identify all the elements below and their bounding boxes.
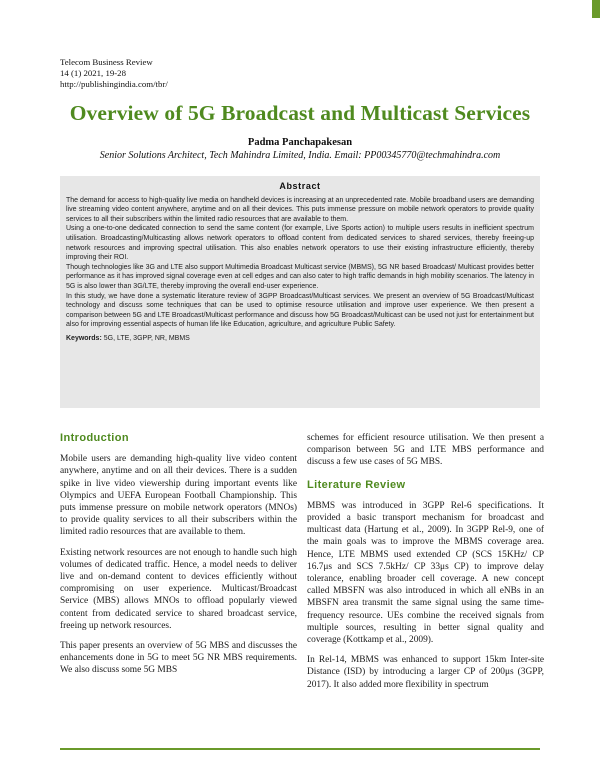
intro-continuation: schemes for efficient resource utilisation. We then present a comparison between 5G and LTE MBS performance and discuss a few use cases of 5G MBS. — [307, 433, 544, 468]
journal-info — [60, 57, 168, 90]
lit-paragraph: In Rel-14, MBMS was enhanced to support 15km Inter-site Distance (ISD) by introducing a larger CP of 200μs (3GPP, 2017). It also added more flexibility in spectrum — [307, 655, 544, 690]
author-affiliation: Senior Solutions Architect, Tech Mahindra Limited, India. Email: PP00345770@techmahindra.com — [99, 150, 501, 161]
literature-review-heading: Literature Review — [307, 478, 406, 491]
bottom-rule — [60, 748, 540, 750]
journal-url[interactable]: http://publishingindia.com/tbr/ — [60, 79, 168, 89]
abstract-heading: Abstract — [279, 181, 321, 191]
keywords-line — [66, 334, 534, 344]
abstract-paragraph: The demand for access to high-quality live media on handheld devices is increasing at an unprecedented rate. Mobile broadband users are demanding live streaming video content anywhere, anytime and on all their devices. This puts immense pressure on mobile network operators to provide quality services to all their subscribers within the limited radio resources that are available to them. — [66, 196, 534, 223]
lit-paragraph: MBMS was introduced in 3GPP Rel-6 specifications. It provided a basic transport mechanism for broadcast and multicast data (Hartung et al., 2009). In 3GPP Rel-9, one of the main goals was to improve the MBMS coverage area. Hence, LTE MBMS used extended CP (SCS 15KHz/ CP 16.7μs and SCS 7.5kHz/ CP 33μs CP) to improve delay tolerance, enabling broader cell coverage. A new concept called MBSFN was also introduced in which all eNBs in an MBSFN area transmit the same signal using the same time-frequency resource. UEs combine the received signals from multiple sources, resulting in better signal quality and coverage (Kottkamp et al., 2009). — [307, 500, 544, 646]
journal-name: Telecom Business Review — [60, 57, 153, 67]
intro-paragraph: Mobile users are demanding high-quality live video content anywhere, anytime and on all their devices. There is a sudden spike in live video viewership during important events like Olympics and UEFA European Football Championship. This puts immense pressure on mobile network operators (MNOs) to provide quality services to all their subscribers within the limited radio resources that are available to them. — [60, 454, 297, 538]
author-name: Padma Panchapakesan — [247, 137, 353, 148]
abstract-paragraph: Using a one-to-one dedicated connection to send the same content (for example, Live Sports action) to multiple users results in inefficient spectrum utilisation. Broadcasting/Multicasting allows network operators to offload content from dedicated services to shared services, thereby freeing-up network resources and improving spectral utilisation. This also enables network operators to use their existing infrastructure efficiently, thereby improving their ROI. — [66, 225, 534, 262]
abstract-box — [60, 176, 540, 408]
abstract-paragraph: In this study, we have done a systematic literature review of 3GPP Broadcast/Multicast services. We present an overview of 5G Broadcast/Multicast technology and discuss some techniques that can be used to optimise resource utilisation and improve user experience. We then present a comparison between 5G and LTE Broadcast/Multicast performance and discuss how 5G Broadcast/Multicast can be used not just for entertainment but also for improving essential aspects of human life like Education, agriculture, and agriculture Public Safety. — [66, 292, 534, 329]
paper-title: Overview of 5G Broadcast and Multicast Services — [69, 101, 531, 125]
introduction-heading: Introduction — [60, 432, 129, 444]
journal-volume: 14 (1) 2021, 19-28 — [60, 68, 126, 78]
page-corner-mark — [592, 0, 600, 18]
left-column — [60, 432, 297, 685]
page-top-bar — [0, 0, 600, 18]
abstract-paragraph: Though technologies like 3G and LTE also support Multimedia Broadcast Multicast service (MBMS), 5G NR based Broadcast/ Multicast provides better performance as it has improved signal coverage even at cell edges and can also cater to high traffic demands in high mobility scenarios. The latency in 5G is also lower than 3G/LTE, thereby improving the overall end-user experience. — [66, 263, 534, 290]
right-column — [307, 432, 544, 699]
keywords-value: 5G, LTE, 3GPP, NR, MBMS — [103, 334, 190, 342]
keywords-label: Keywords: — [66, 334, 102, 342]
intro-paragraph: Existing network resources are not enough to handle such high volumes of dedicated traffic. Hence, a model needs to deliver live and on-demand content to devices efficiently without compromising on user experience. Multicast/Broadcast Service (MBS) allows MNOs to offload popularly viewed content from dedicated service to shared broadcast service, freeing up network resources. — [60, 547, 297, 631]
intro-paragraph: This paper presents an overview of 5G MBS and discusses the enhancements done in 5G to meet 5G NR MBS requirements. We also discuss some 5G MBS — [60, 641, 297, 676]
